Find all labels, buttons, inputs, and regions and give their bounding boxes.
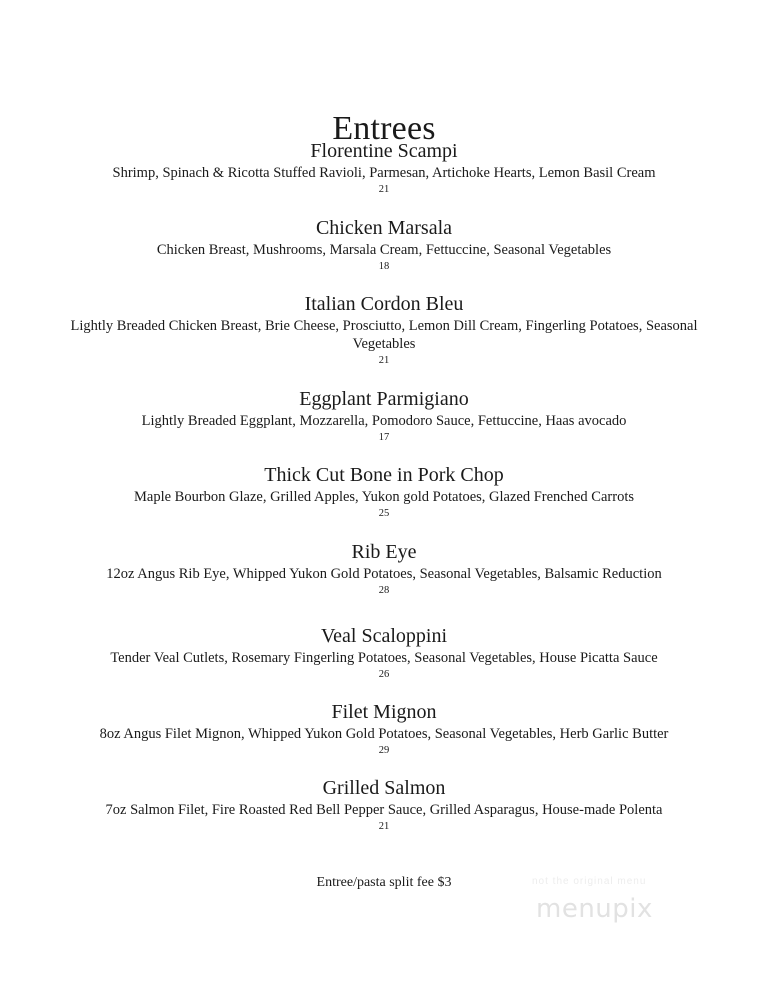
item-description: 12oz Angus Rib Eye, Whipped Yukon Gold Potatoes, Seasonal Vegetables, Balsamic Reduction [106,566,662,582]
item-name: Rib Eye [351,541,417,563]
item-description: Tender Veal Cutlets, Rosemary Fingerling Potatoes, Seasonal Vegetables, House Picatta Sauce [110,650,658,666]
item-name: Italian Cordon Bleu [304,293,464,315]
page-title: Entrees [332,109,436,147]
item-description: 7oz Salmon Filet, Fire Roasted Red Bell Pepper Sauce, Grilled Asparagus, House-made Polenta [105,802,663,818]
menupix-watermark [528,876,688,936]
watermark-tagline: not the original menu [532,876,647,887]
item-description: Maple Bourbon Glaze, Grilled Apples, Yukon gold Potatoes, Glazed Frenched Carrots [133,489,634,505]
menu-item-filet-mignon [60,699,708,758]
menupix-logo: menupix [536,894,653,924]
menu-item-grilled-salmon [60,775,708,834]
item-description: 8oz Angus Filet Mignon, Whipped Yukon Gold Potatoes, Seasonal Vegetables, Herb Garlic Butter [99,726,669,742]
menu-item-italian-cordon-bleu [60,291,708,368]
item-name: Veal Scaloppini [320,625,448,647]
item-price: 29 [378,745,390,756]
item-price: 21 [378,821,390,832]
menu-item-pork-chop [60,462,708,521]
item-price: 26 [378,669,390,680]
item-name: Florentine Scampi [310,140,458,162]
item-price: 18 [378,261,390,272]
item-name: Thick Cut Bone in Pork Chop [264,464,504,486]
item-description: Shrimp, Spinach & Ricotta Stuffed Ravioli, Parmesan, Artichoke Hearts, Lemon Basil Cream [112,165,656,181]
item-description: Chicken Breast, Mushrooms, Marsala Cream, Fettuccine, Seasonal Vegetables [156,242,612,258]
item-price: 25 [378,508,390,519]
item-name: Grilled Salmon [322,777,446,799]
menu-item-eggplant-parmigiano [60,386,708,445]
item-name: Chicken Marsala [315,217,453,239]
item-name: Filet Mignon [331,701,437,723]
menu-item-veal-scaloppini [60,623,708,682]
menu-item-florentine-scampi [60,138,708,197]
item-description: Lightly Breaded Chicken Breast, Brie Cheese, Prosciutto, Lemon Dill Cream, Fingerling Potatoes, Seasonal Vegetables [70,318,698,352]
item-price: 21 [378,184,390,195]
menu-item-rib-eye [60,539,708,598]
item-price: 17 [378,432,390,443]
item-price: 28 [378,585,390,596]
item-price: 21 [378,355,390,366]
menu-item-chicken-marsala [60,215,708,274]
split-fee-note: Entree/pasta split fee $3 [316,875,452,890]
item-description: Lightly Breaded Eggplant, Mozzarella, Pomodoro Sauce, Fettuccine, Haas avocado [141,413,627,429]
item-name: Eggplant Parmigiano [299,388,469,410]
